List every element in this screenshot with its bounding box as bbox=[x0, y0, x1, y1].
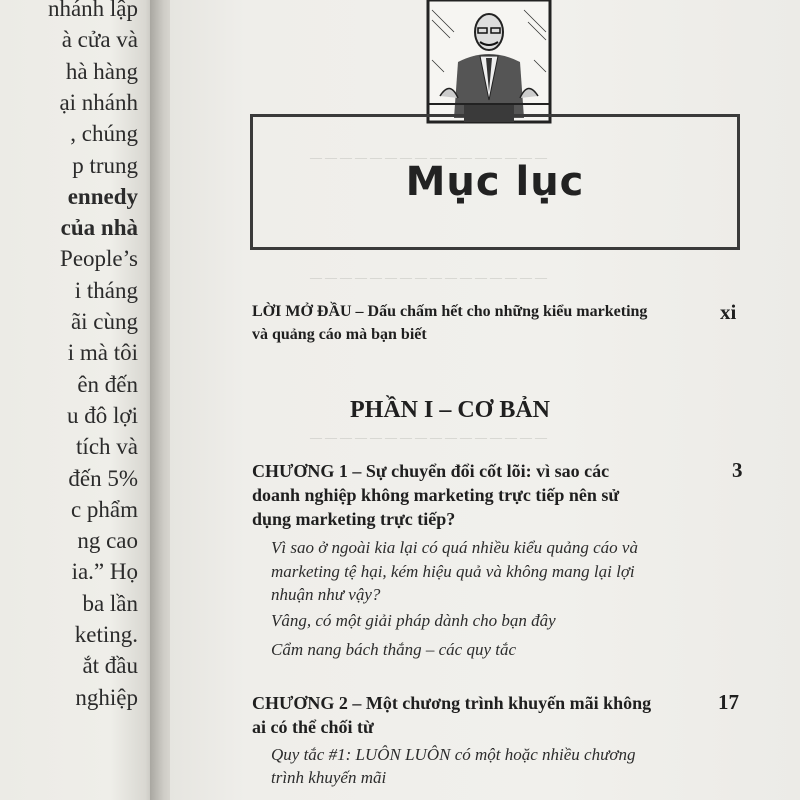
chapter2-page-number: 17 bbox=[718, 690, 739, 714]
page-title: Mục lục bbox=[405, 159, 585, 205]
title-box bbox=[250, 114, 740, 250]
left-page-text-line: tích và bbox=[76, 434, 138, 460]
left-page-text-line: ãi cùng bbox=[70, 309, 138, 334]
left-page-text-line: i tháng bbox=[74, 277, 138, 303]
part-heading: PHẦN I – CƠ BẢN bbox=[350, 397, 551, 423]
left-page-text-line: ên đến bbox=[77, 371, 138, 397]
right-page bbox=[170, 0, 800, 800]
left-page-text-line: nhánh lập bbox=[47, 0, 138, 21]
left-page bbox=[0, 0, 158, 800]
businessman-illustration bbox=[424, 0, 554, 124]
chapter1-title-line1: CHƯƠNG 1 – Sự chuyển đổi cốt lõi: vì sao các bbox=[252, 461, 610, 481]
left-page-text-line: ia.” Họ bbox=[71, 559, 138, 585]
chapter1-section1-line2: marketing tệ hại, kém hiệu quả và không mang lại lợi bbox=[271, 562, 635, 581]
left-page-text-line: nghiệp bbox=[75, 684, 138, 710]
left-page-text-line: ba lần bbox=[82, 590, 138, 616]
left-page-text-line: , chúng bbox=[70, 121, 138, 147]
left-page-text-line: u đô lợi bbox=[67, 402, 138, 428]
left-page-text-line: i mà tôi bbox=[67, 340, 138, 366]
left-page-text-line: c phẩm bbox=[70, 496, 138, 522]
chapter1-page-number: 3 bbox=[732, 458, 743, 482]
preface-title-line1: LỜI MỞ ĐẦU – Dấu chấm hết cho những kiểu marketing bbox=[252, 303, 648, 320]
chapter1-section1-line3: nhuận như vậy? bbox=[271, 585, 381, 604]
chapter1-title-line2: doanh nghiệp không marketing trực tiếp nên sử bbox=[252, 485, 620, 505]
chapter2-title-line2: ai có thể chối từ bbox=[252, 717, 374, 737]
show-through-text: — — — — — — — — — — — — — — — — bbox=[310, 430, 547, 444]
left-page-text-line: ại nhánh bbox=[59, 89, 138, 115]
chapter1-section1-line1: Vì sao ở ngoài kia lại có quá nhiều kiểu quảng cáo và bbox=[271, 538, 638, 557]
left-page-text-line: ng cao bbox=[77, 528, 138, 554]
left-page-text-line: ennedy bbox=[67, 183, 138, 209]
preface-title-line2: và quảng cáo mà bạn biết bbox=[252, 326, 427, 343]
left-page-text-line: p trung bbox=[72, 152, 138, 178]
show-through-text: — — — — — — — — — — — — — — — — bbox=[310, 150, 547, 164]
left-page-text-line: People’s bbox=[60, 246, 138, 272]
chapter1-title-line3: dụng marketing trực tiếp? bbox=[252, 509, 456, 529]
chapter1-section3: Cẩm nang bách thắng – các quy tắc bbox=[271, 640, 517, 659]
left-page-text-line: ắt đầu bbox=[82, 653, 138, 679]
left-page-text-line: của nhà bbox=[60, 215, 138, 241]
left-page-text-line: hà hàng bbox=[65, 58, 138, 84]
left-page-text-line: keting. bbox=[74, 622, 138, 647]
preface-page-number: xi bbox=[720, 300, 737, 324]
show-through-text: — — — — — — — — — — — — — — — — bbox=[310, 270, 547, 284]
chapter2-section1-line2: trình khuyến mãi bbox=[271, 768, 387, 787]
left-page-text-line: đến 5% bbox=[68, 465, 138, 491]
left-page-text-line: à cửa và bbox=[61, 27, 138, 53]
chapter2-title-line1: CHƯƠNG 2 – Một chương trình khuyến mãi không bbox=[252, 693, 652, 713]
chapter2-section1-line1: Quy tắc #1: LUÔN LUÔN có một hoặc nhiều chương bbox=[271, 745, 636, 764]
chapter1-section2: Vâng, có một giải pháp dành cho bạn đây bbox=[271, 611, 556, 630]
